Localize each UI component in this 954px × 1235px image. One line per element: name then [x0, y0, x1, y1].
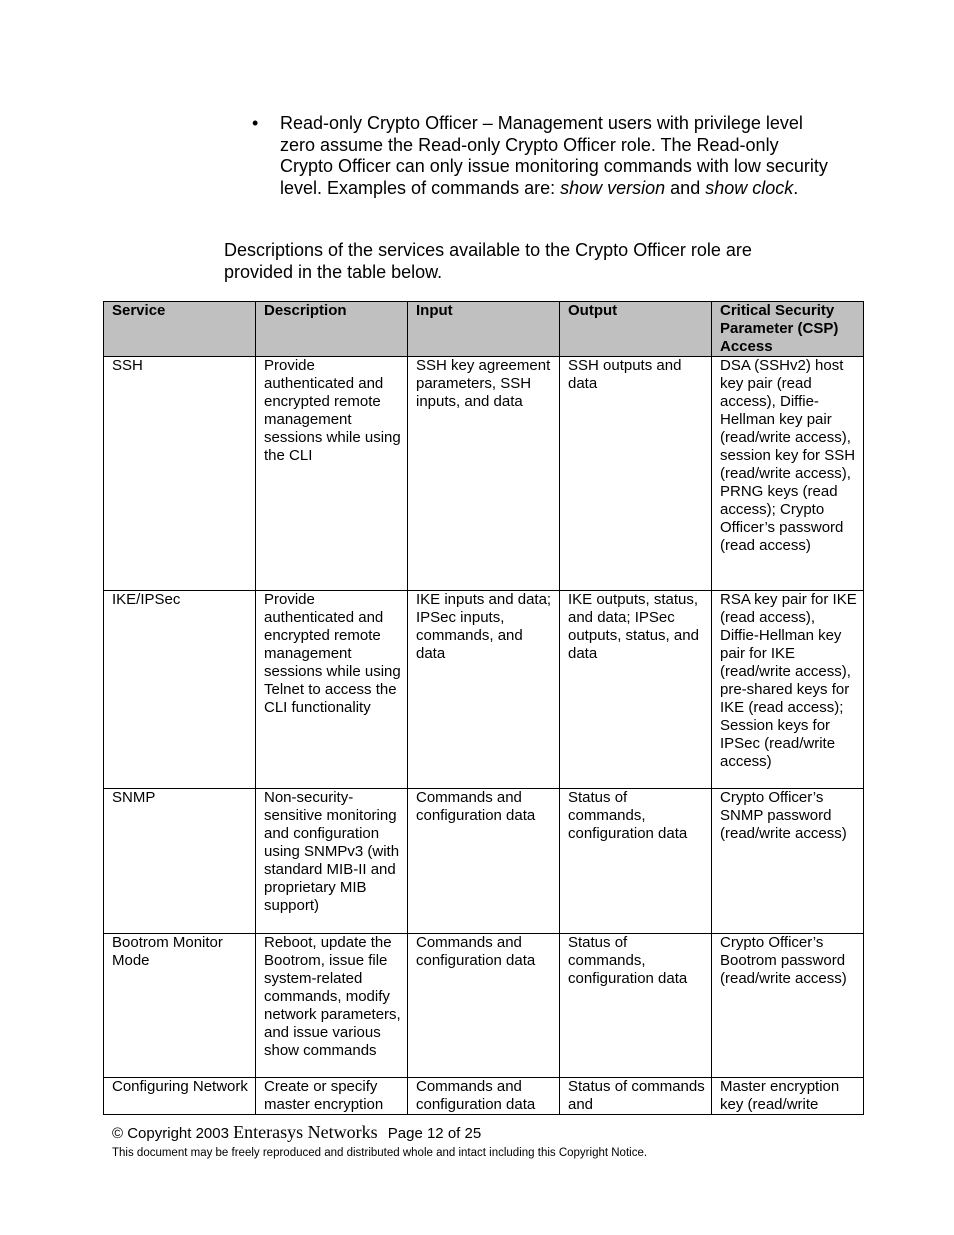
bullet-end: . [793, 177, 799, 198]
header-description: Description [256, 302, 408, 357]
table-row [104, 591, 864, 789]
footer-copyright-line [112, 1122, 872, 1144]
table-header-row [104, 302, 864, 357]
cell-csp-access: Crypto Officer’s Bootrom password (read/write access) [712, 934, 864, 1078]
bullet-joiner: and [665, 177, 706, 198]
cell-input: Commands and configuration data [408, 1078, 560, 1115]
cell-service: SSH [104, 357, 256, 591]
cell-csp-access: Crypto Officer’s SNMP password (read/write access) [712, 789, 864, 934]
cell-service: Configuring Network [104, 1078, 256, 1115]
cell-description: Provide authenticated and encrypted remote management sessions while using the CLI [256, 357, 408, 591]
cell-output: Status of commands and [560, 1078, 712, 1115]
bullet-text [280, 113, 832, 199]
cell-output: Status of commands, configuration data [560, 934, 712, 1078]
bullet-marker: • [252, 113, 259, 133]
cell-service: SNMP [104, 789, 256, 934]
copyright-text: © Copyright 2003 [112, 1125, 229, 1142]
cell-input: Commands and configuration data [408, 934, 560, 1078]
table-row [104, 789, 864, 934]
intro-paragraph: Descriptions of the services available to the Crypto Officer role are provided in the table below. [224, 240, 752, 282]
example-command-1: show version [560, 177, 666, 198]
cell-description: Non-security-sensitive monitoring and configuration using SNMPv3 (with standard MIB-II and proprietary MIB support) [256, 789, 408, 934]
cell-csp-access: Master encryption key (read/write [712, 1078, 864, 1115]
cell-output: Status of commands, configuration data [560, 789, 712, 934]
cell-service: Bootrom Monitor Mode [104, 934, 256, 1078]
company-name: Enterasys Networks [233, 1122, 378, 1142]
cell-output: SSH outputs and data [560, 357, 712, 591]
bullet-item [252, 113, 832, 199]
cell-description: Provide authenticated and encrypted remote management sessions while using Telnet to access the CLI functionality [256, 591, 408, 789]
cell-description: Create or specify master encryption [256, 1078, 408, 1115]
cell-csp-access: DSA (SSHv2) host key pair (read access), Diffie-Hellman key pair (read/write access), session key for SSH (read/write access), PRNG keys (read access); Crypto Officer’s password (read access) [712, 357, 864, 591]
header-output: Output [560, 302, 712, 357]
cell-csp-access: RSA key pair for IKE (read access), Diffie-Hellman key pair for IKE (read/write access), pre-shared keys for IKE (read access); Session keys for IPSec (read/write access) [712, 591, 864, 789]
header-service: Service [104, 302, 256, 357]
page-footer [112, 1122, 872, 1160]
example-command-2: show clock [705, 177, 794, 198]
cell-input: SSH key agreement parameters, SSH inputs, and data [408, 357, 560, 591]
page-number: Page 12 of 25 [387, 1125, 482, 1142]
bullet-text-main: Read-only Crypto Officer – Management users with privilege level zero assume the Read-only Crypto Officer role. The Read-only Crypto Officer can only issue monitoring commands with low security level. Examples of commands are: [280, 113, 828, 198]
cell-input: Commands and configuration data [408, 789, 560, 934]
table-row [104, 357, 864, 591]
copyright-notice: This document may be freely reproduced and distributed whole and intact including this Copyright Notice. [112, 1147, 648, 1159]
cell-description: Reboot, update the Bootrom, issue file system-related commands, modify network parameters, and issue various show commands [256, 934, 408, 1078]
table-row [104, 1078, 864, 1115]
cell-output: IKE outputs, status, and data; IPSec outputs, status, and data [560, 591, 712, 789]
table-row [104, 934, 864, 1078]
services-table [103, 301, 864, 1115]
header-input: Input [408, 302, 560, 357]
cell-service: IKE/IPSec [104, 591, 256, 789]
cell-input: IKE inputs and data; IPSec inputs, commands, and data [408, 591, 560, 789]
header-csp-access: Critical Security Parameter (CSP) Access [712, 302, 864, 357]
